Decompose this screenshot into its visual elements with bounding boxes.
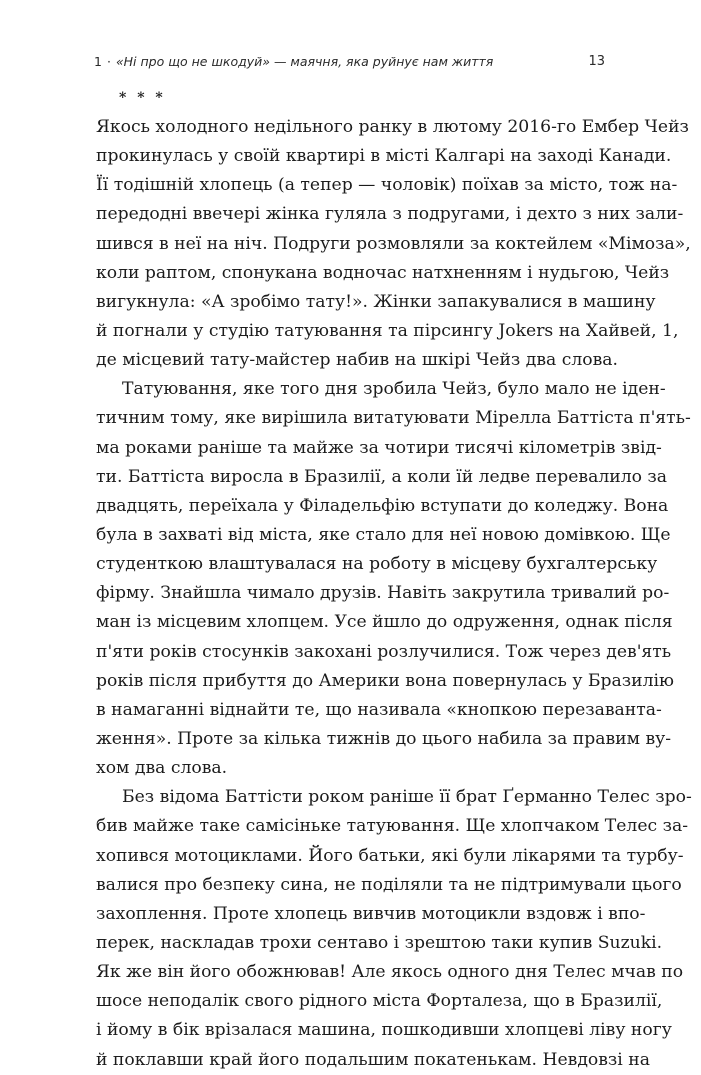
text-line: бив майже таке самісіньке татуювання. Ще хлопчаком Телес за- [96,816,689,837]
text-line: студенткою влаштувалася на роботу в місцеву бухгалтерську [96,554,658,575]
text-line: вигукнула: «А зробімо тату!». Жінки запакувалися в машину [96,291,656,312]
text-line: Її тодішній хлопець (а тепер — чоловік) поїхав за місто, тож на- [96,175,678,196]
text-line: тичним тому, яке вирішила витатуювати Мірелла Баттіста п'ять- [96,408,691,429]
text-line: в намаганні віднайти те, що називала «кнопкою перезаванта- [96,699,662,720]
text-line: прокинулась у своїй квартирі в місті Калгарі на заході Канади. [96,146,672,167]
running-header [94,54,605,74]
chapter-number: 1 [94,54,102,69]
header-separator: · [106,54,111,69]
text-line: п'яти років стосунків закохані розлучилися. Тож через дев'ять [96,641,672,662]
section-break: * * * [119,90,166,106]
text-line: валися про безпеку сина, не поділяли та не підтримували цього [96,874,682,895]
chapter-title: «Ні про що не шкодуй» — маячня, яка руйнує нам життя [115,54,494,69]
paragraph [96,375,691,783]
text-line: Без відома Баттісти роком раніше її брат Ґерманно Телес зро- [122,787,692,808]
text-line: років після прибуття до Америки вона повернулась у Бразилію [96,670,674,691]
paragraph [96,783,692,1074]
text-line: Якось холодного недільного ранку в лютому 2016-го Ембер Чейз [96,117,689,137]
text-line: ман із місцевим хлопцем. Усе йшло до одруження, однак після [96,612,673,633]
text-line: фірму. Знайшла чимало друзів. Навіть закрутила тривалий ро- [96,583,670,604]
text-line: захоплення. Проте хлопець вивчив мотоцикли вздовж і впо- [96,903,646,924]
text-line: хопився мотоциклами. Його батьки, які були лікарями та турбу- [96,845,684,866]
page-number: 13 [588,54,605,69]
text-line: ження». Проте за кілька тижнів до цього набила за правим ву- [96,728,672,749]
text-line: де місцевий тату-майстер набив на шкірі Чейз два слова. [96,350,619,371]
text-line: ти. Баттіста виросла в Бразилії, а коли їй ледве перевалило за [96,466,668,487]
text-line: ма роками раніше та майже за чотири тисячі кілометрів звід- [96,437,662,458]
body-text [96,113,692,1075]
text-line: коли раптом, спонукана водночас натхненням і нудьгою, Чейз [96,262,670,283]
text-line: хом два слова. [96,758,228,779]
text-line: перек, наскладав трохи сентаво і зрештою таки купив Suzuki. [96,932,663,953]
text-line: Татуювання, яке того дня зробила Чейз, було мало не іден- [122,379,666,400]
text-line: Як же він його обожнював! Але якось одного дня Телес мчав по [96,962,684,983]
text-line: передодні ввечері жінка гуляла з подругами, і дехто з них зали- [96,204,684,225]
text-line: шився в неї на ніч. Подруги розмовляли за коктейлем «Мімоза», [96,233,691,254]
text-line: була в захваті від міста, яке стало для неї новою домівкою. Ще [96,524,671,545]
text-line: шосе неподалік свого рідного міста Форталеза, що в Бразилії, [96,991,663,1012]
text-line: й поклавши край його подальшим покатенькам. Невдовзі на [96,1049,650,1070]
text-line: і йому в бік врізалася машина, пошкодивши хлопцеві ліву ногу [96,1020,672,1041]
text-line: й погнали у студію татуювання та пірсингу Jokers на Хайвей, 1, [96,320,679,341]
text-line: двадцять, переїхала у Філадельфію вступати до коледжу. Вона [96,495,669,516]
paragraph [96,113,691,375]
